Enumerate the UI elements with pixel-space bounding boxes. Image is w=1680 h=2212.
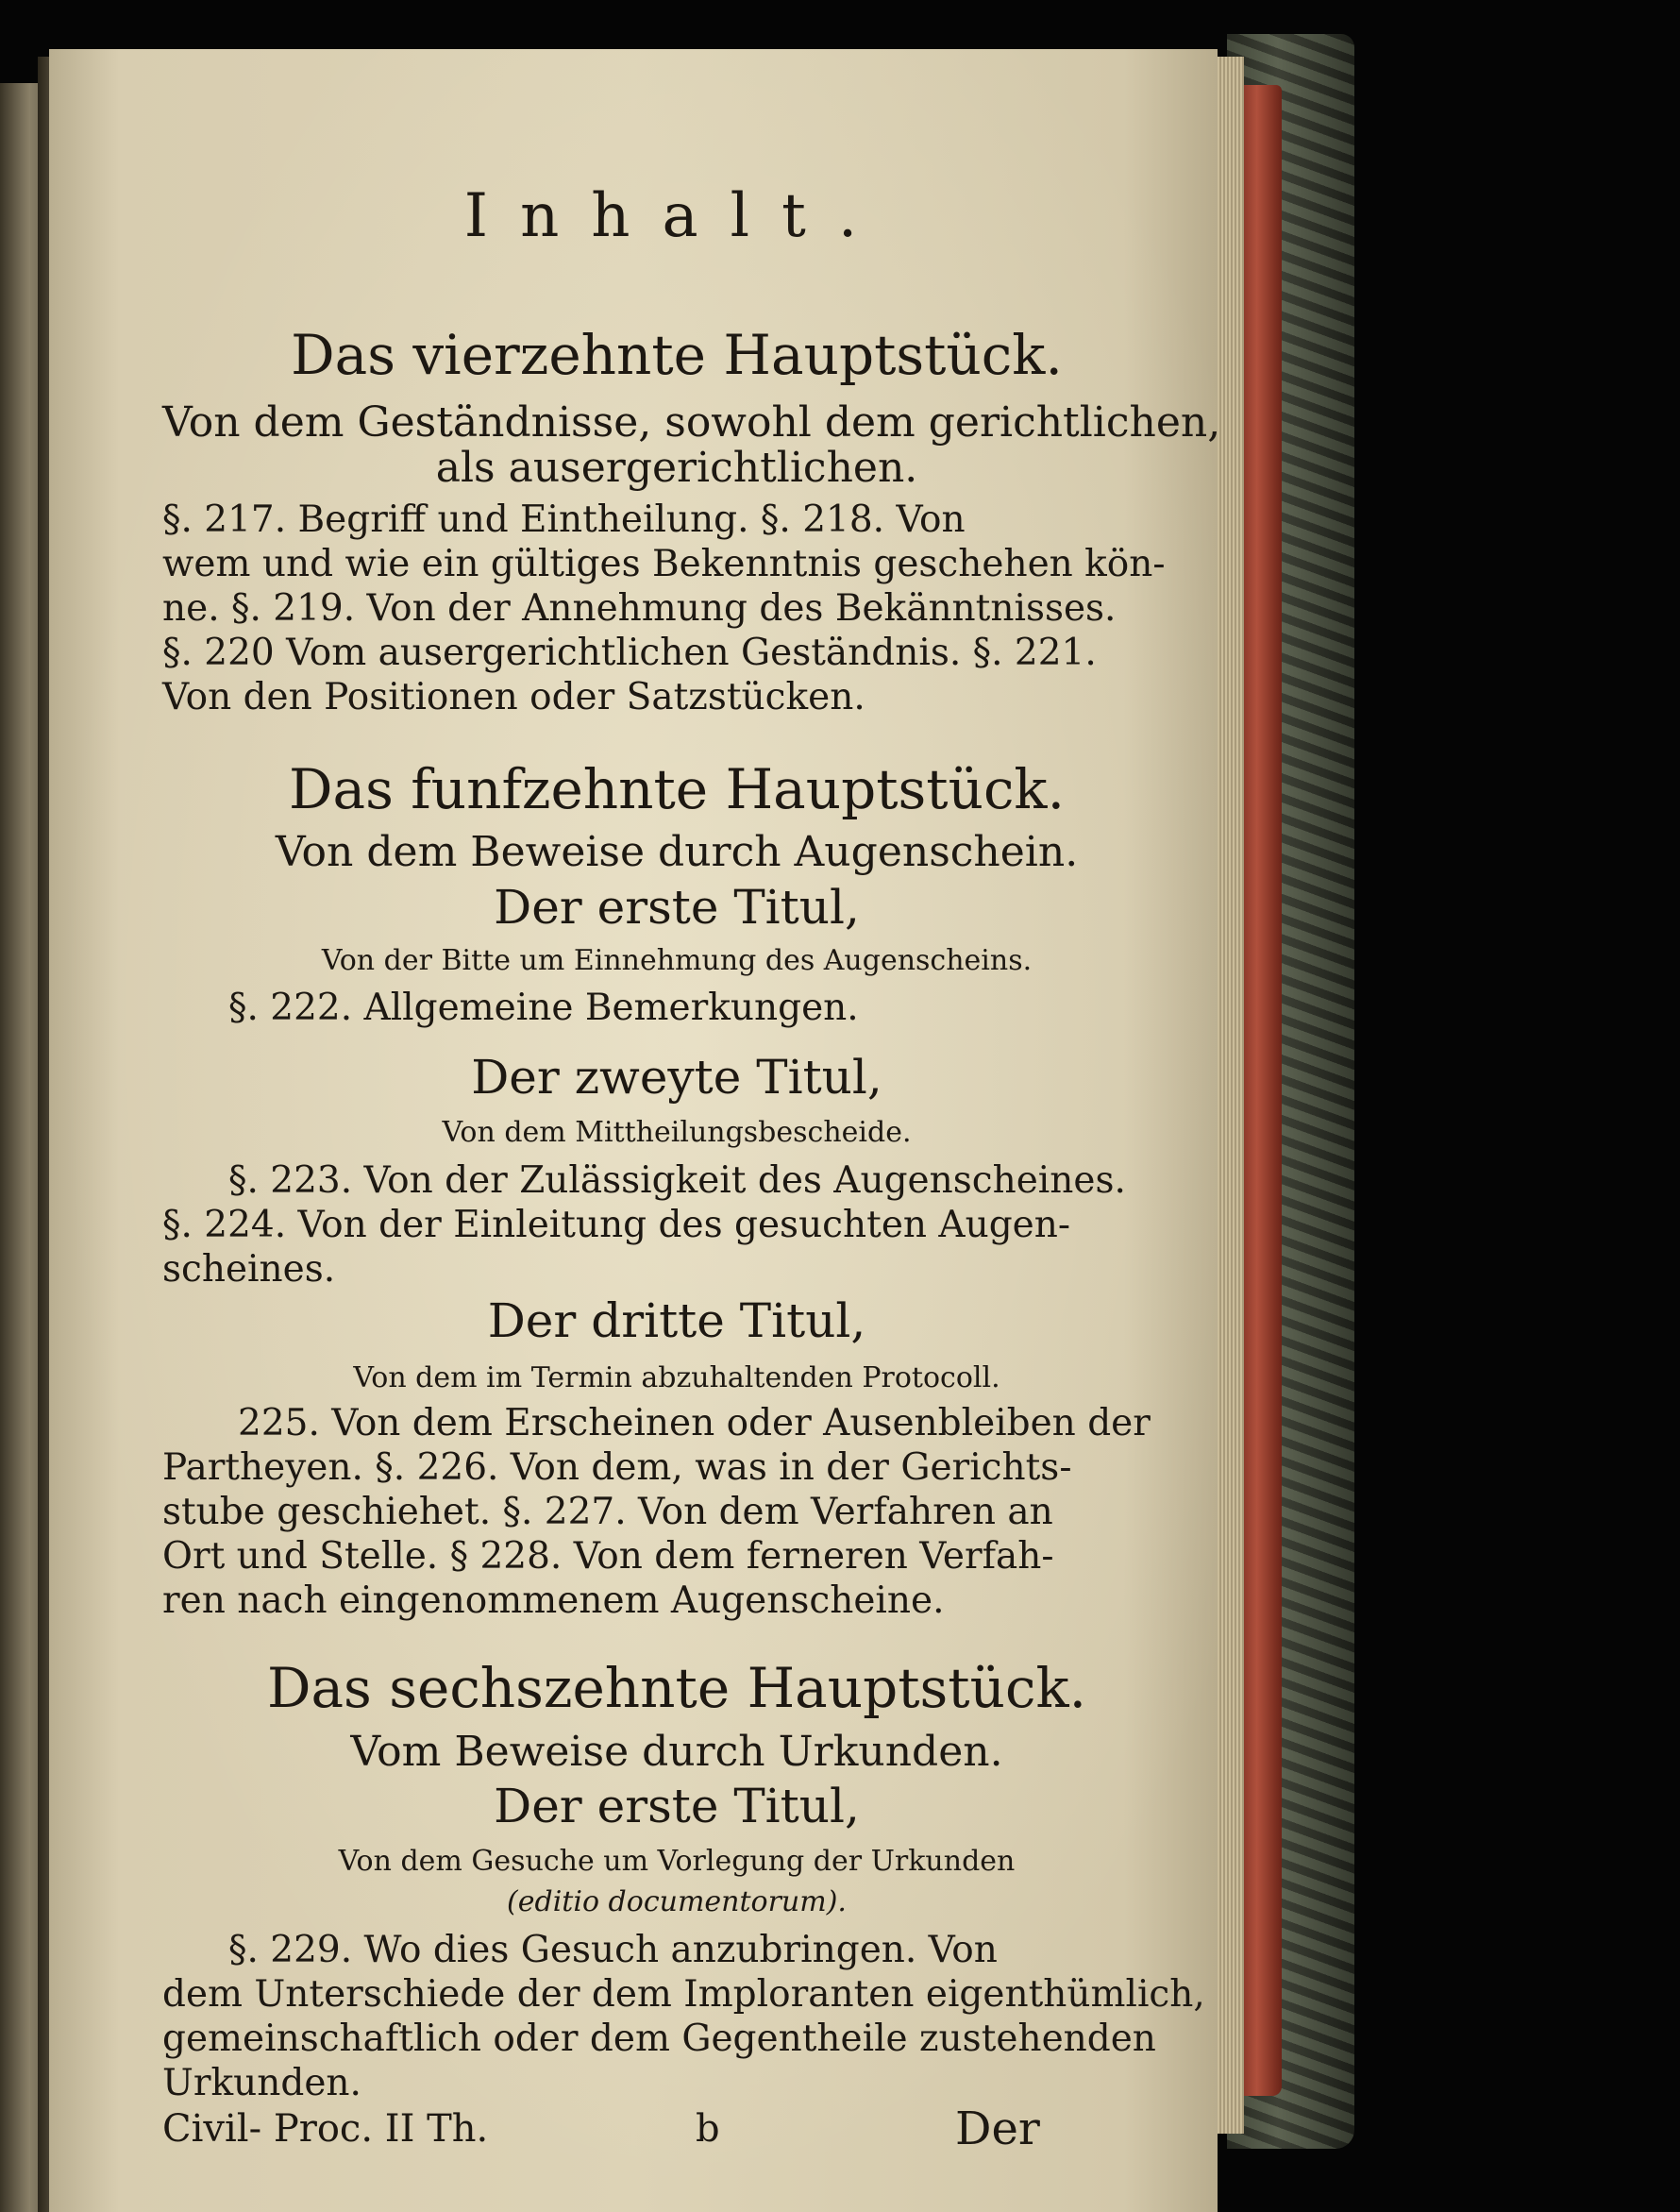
body-line: stube geschiehet. §. 227. Von dem Verfahren an xyxy=(162,1491,1053,1533)
body-line: ren nach eingenommenem Augenscheine. xyxy=(162,1579,945,1622)
body-line: Ort und Stelle. § 228. Von dem ferneren Verfah- xyxy=(162,1535,1054,1578)
title-description: Von dem Gesuche um Vorlegung der Urkunden xyxy=(338,1845,1016,1878)
chapter-subheading: als ausergerichtlichen. xyxy=(435,444,918,492)
body-line: Urkunden. xyxy=(162,2062,361,2104)
title-heading: Der zweyte Titul, xyxy=(471,1050,882,1105)
chapter-subheading: Vom Beweise durch Urkunden. xyxy=(350,1728,1003,1776)
body-line: 225. Von dem Erscheinen oder Ausenbleiben der xyxy=(238,1402,1151,1444)
body-line: §. 222. Allgemeine Bemerkungen. xyxy=(228,987,859,1029)
catchword: Der xyxy=(955,2102,1040,2155)
chapter-heading: Das funfzehnte Hauptstück. xyxy=(288,757,1066,821)
running-title: Civil- Proc. II Th. xyxy=(162,2107,489,2151)
signature-mark: b xyxy=(696,2107,720,2151)
body-line: §. 220 Vom ausergerichtlichen Geständnis. §. 221. xyxy=(162,632,1097,674)
body-line: wem und wie ein gültiges Bekenntnis geschehen kön- xyxy=(162,543,1166,585)
chapter-heading: Das sechszehnte Hauptstück. xyxy=(266,1656,1087,1720)
title-description-latin: (editio documentorum). xyxy=(507,1885,847,1918)
body-line: §. 229. Wo dies Gesuch anzubringen. Von xyxy=(228,1929,998,1971)
title-heading: Der erste Titul, xyxy=(494,1779,860,1833)
body-line: §. 217. Begriff und Eintheilung. §. 218. Von xyxy=(162,498,966,541)
title-description: Von dem Mittheilungsbescheide. xyxy=(442,1116,912,1149)
title-heading: Der dritte Titul, xyxy=(487,1293,866,1348)
book-page xyxy=(49,49,1221,2212)
chapter-subheading: Von dem Beweise durch Augenschein. xyxy=(275,828,1079,876)
body-line: ne. §. 219. Von der Annehmung des Bekänntnisses. xyxy=(162,587,1117,630)
body-line: dem Unterschiede der dem Imploranten eigenthümlich, xyxy=(162,1973,1205,2016)
body-line: scheines. xyxy=(162,1248,336,1291)
body-line: §. 223. Von der Zulässigkeit des Augenscheines. xyxy=(228,1159,1126,1202)
body-line: Partheyen. §. 226. Von dem, was in der Gerichts- xyxy=(162,1446,1072,1489)
chapter-subheading: Von dem Geständnisse, sowohl dem gerichtlichen, xyxy=(162,398,1221,447)
page-title: Inhalt. xyxy=(463,181,890,251)
chapter-heading: Das vierzehnte Hauptstück. xyxy=(291,323,1063,387)
title-heading: Der erste Titul, xyxy=(494,880,860,935)
body-line: Von den Positionen oder Satzstücken. xyxy=(162,676,865,718)
body-line: §. 224. Von der Einleitung des gesuchten Augen- xyxy=(162,1204,1071,1246)
body-line: gemeinschaftlich oder dem Gegentheile zustehenden xyxy=(162,2018,1156,2060)
title-description: Von dem im Termin abzuhaltenden Protocoll. xyxy=(353,1361,1000,1394)
title-description: Von der Bitte um Einnehmung des Augenscheins. xyxy=(321,944,1033,977)
